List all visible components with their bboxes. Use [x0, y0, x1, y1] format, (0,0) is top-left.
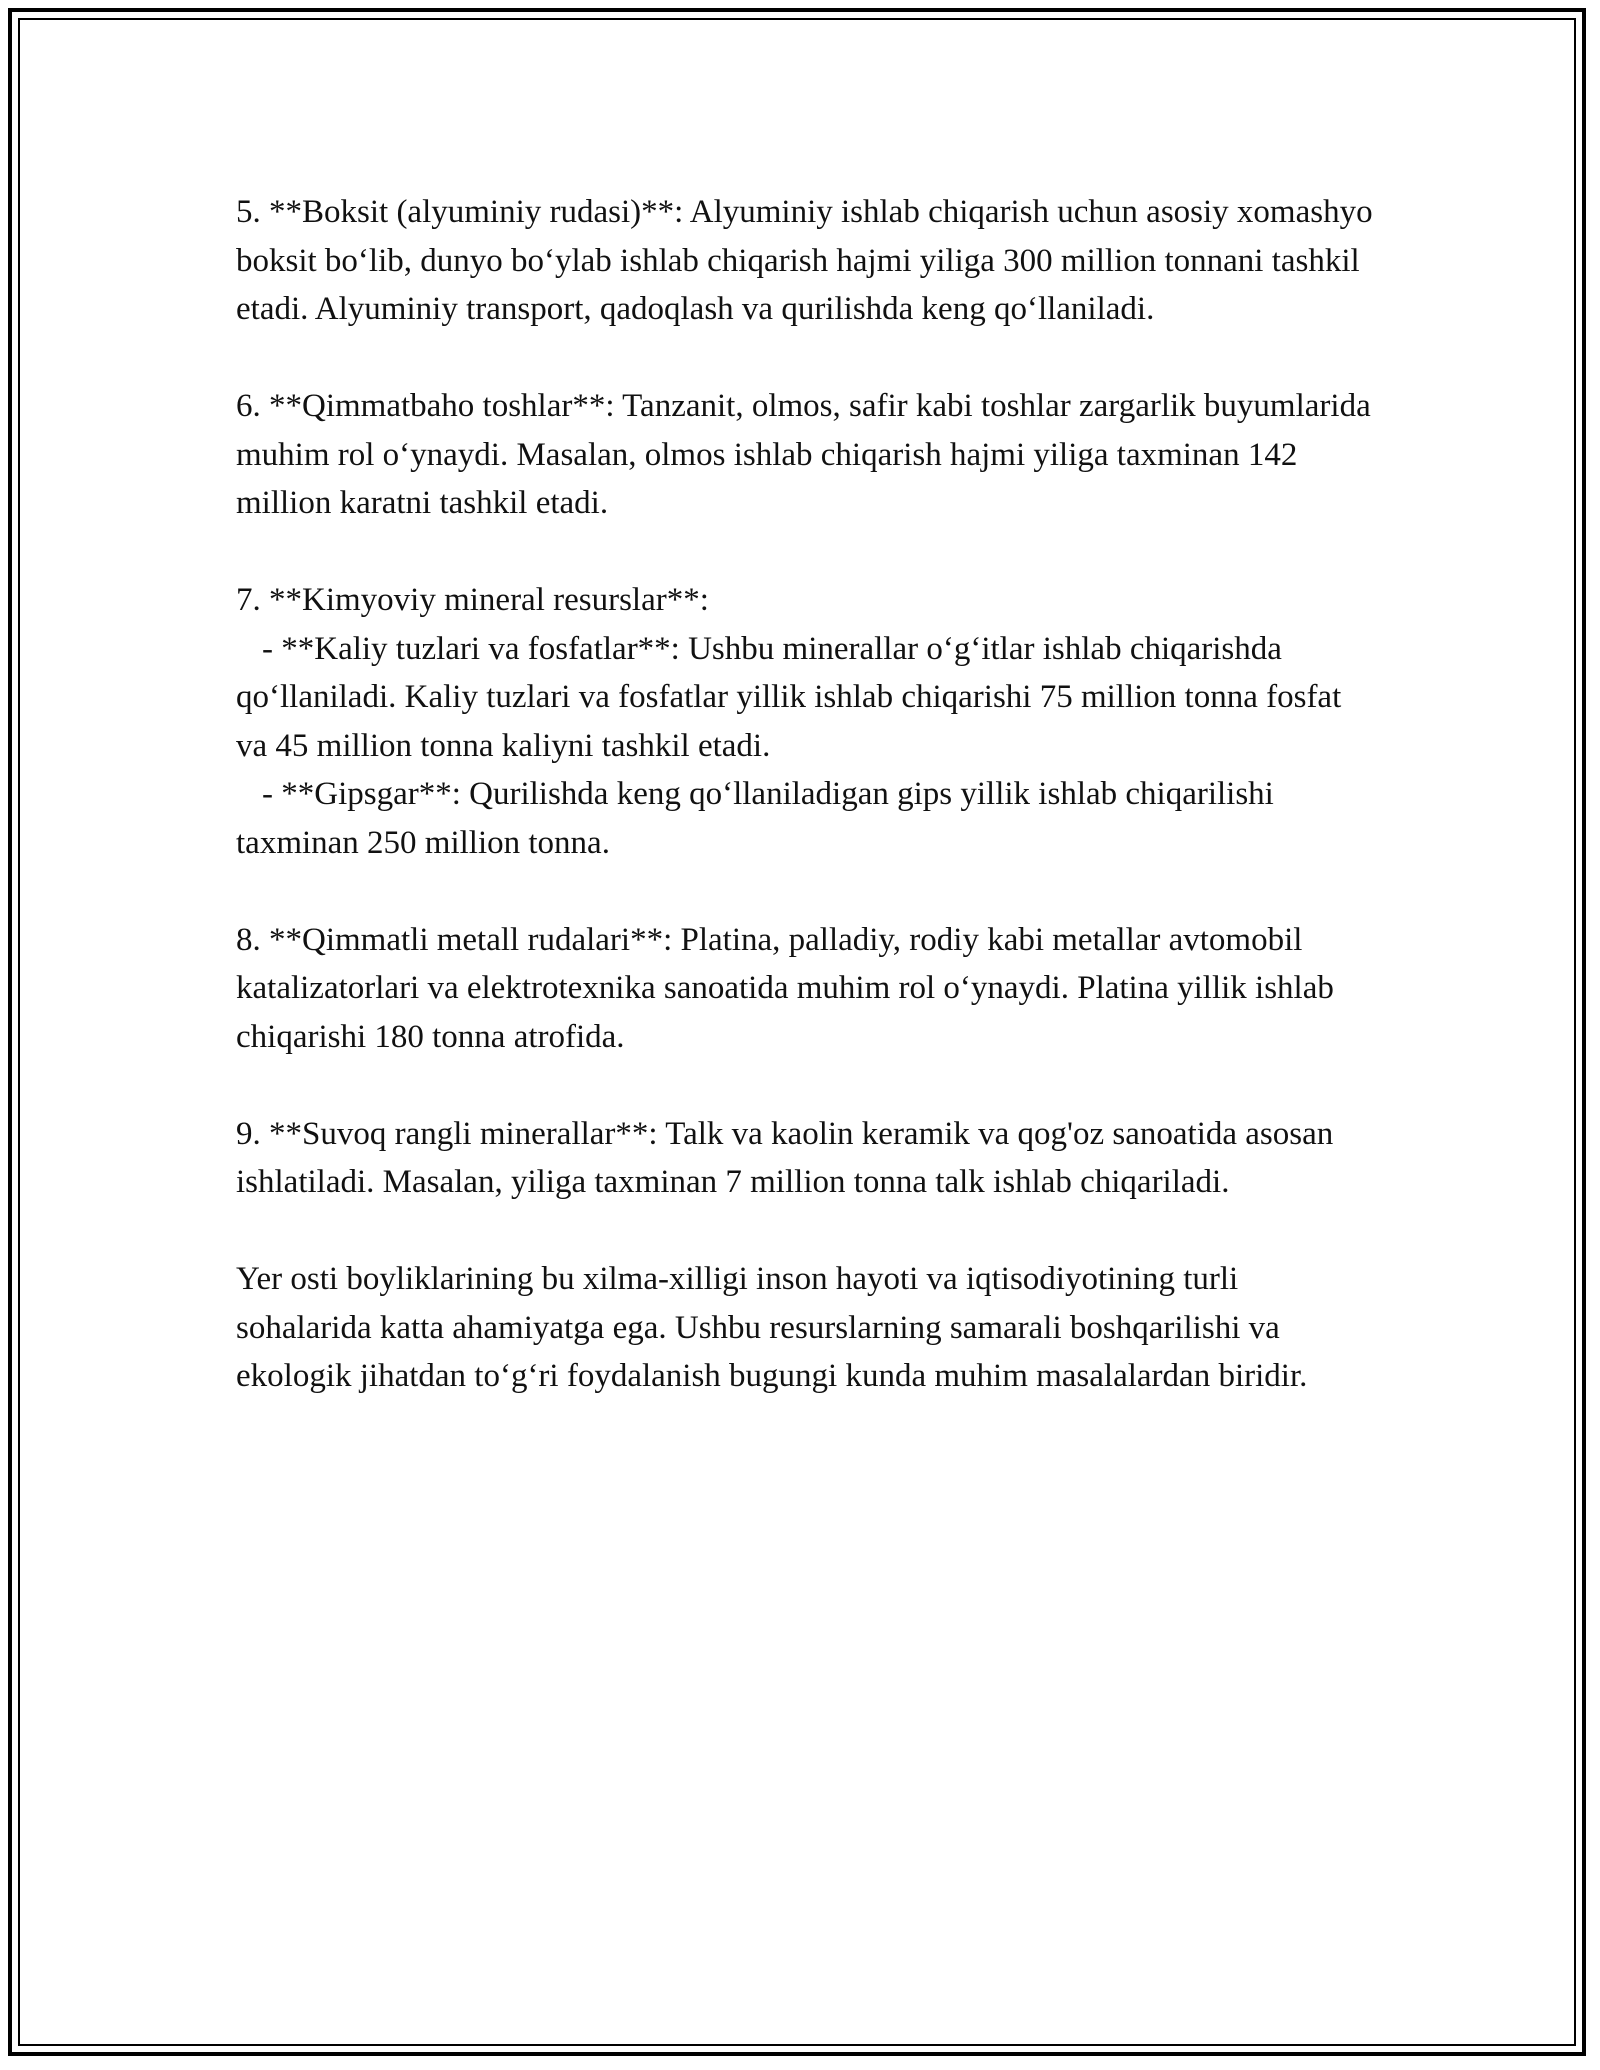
section-qimmatli-metall-rudalari: [236, 916, 1376, 1062]
sub-item-gipsgar: - **Gipsgar**: Qurilishda keng qo‘llaniladigan gips yillik ishlab chiqarilishi taxminan 250 million tonna.: [236, 776, 1274, 861]
sub-item-kaliy-tuzlari: - **Kaliy tuzlari va fosfatlar**: Ushbu minerallar o‘g‘itlar ishlab chiqarishda qo‘llaniladi. Kaliy tuzlari va fosfatlar yillik ishlab chiqarishi 75 million tonna fosfat va 45 million tonna kaliyni tashkil etadi.: [236, 630, 1342, 764]
section-text: 9. **Suvoq rangli minerallar**: Talk va kaolin keramik va qog'oz sanoatida asosan ishlatiladi. Masalan, yiliga taxminan 7 million tonna talk ishlab chiqariladi.: [236, 1115, 1334, 1200]
section-heading: 7. **Kimyoviy mineral resurslar**:: [236, 582, 709, 618]
section-text: 6. **Qimmatbaho toshlar**: Tanzanit, olmos, safir kabi toshlar zargarlik buyumlarida muhim rol o‘ynaydi. Masalan, olmos ishlab chiqarish hajmi yiliga taxminan 142 million karatni tashkil etadi.: [236, 388, 1371, 521]
section-text: 8. **Qimmatli metall rudalari**: Platina, palladiy, rodiy kabi metallar avtomobil katalizatorlari va elektrotexnika sanoatida muhim rol o‘ynaydi. Platina yillik ishlab chiqarishi 180 tonna atrofida.: [236, 921, 1334, 1055]
conclusion-paragraph: [236, 1255, 1376, 1401]
section-qimmatbaho-toshlar: [236, 382, 1376, 528]
section-suvoq-rangli-minerallar: [236, 1110, 1376, 1207]
section-boksit: [236, 188, 1376, 334]
document-body: [236, 188, 1376, 1401]
section-kimyoviy-mineral-resurslar: [236, 576, 1376, 867]
conclusion-text: Yer osti boyliklarining bu xilma-xilligi inson hayoti va iqtisodiyotining turli sohalarida katta ahamiyatga ega. Ushbu resurslarning samarali boshqarilishi va ekologik jihatdan to‘g‘ri foydalanish bugungi kunda muhim masalalardan biridir.: [236, 1261, 1308, 1394]
section-text: 5. **Boksit (alyuminiy rudasi)**: Alyuminiy ishlab chiqarish uchun asosiy xomashyo boksit bo‘lib, dunyo bo‘ylab ishlab chiqarish hajmi yiliga 300 million tonnani tashkil etadi. Alyuminiy transport, qadoqlash va qurilishda keng qo‘llaniladi.: [236, 194, 1373, 327]
